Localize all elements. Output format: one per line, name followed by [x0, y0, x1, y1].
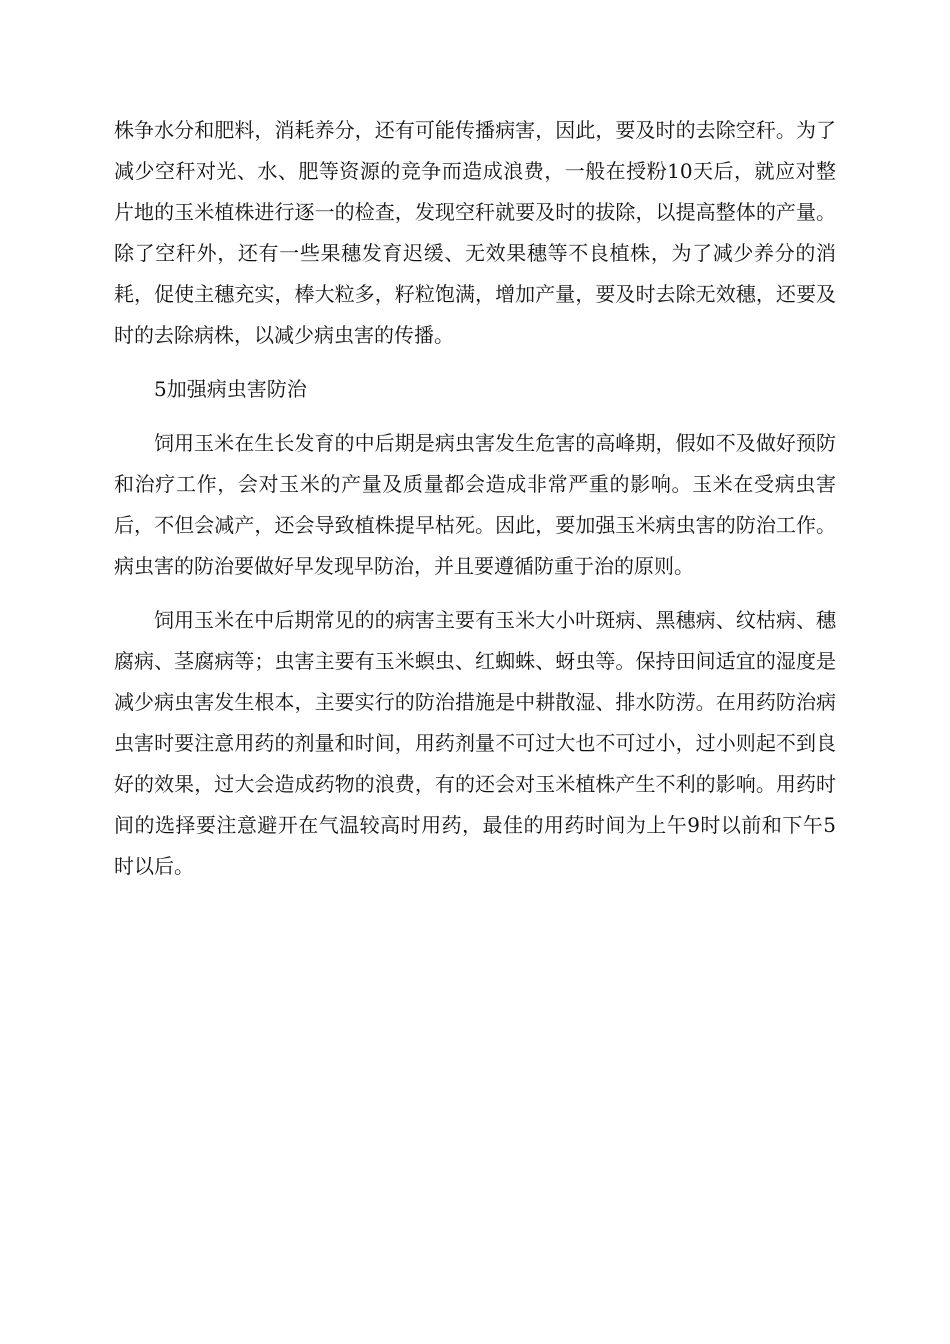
paragraph-continuation: 株争水分和肥料，消耗养分，还有可能传播病害，因此，要及时的去除空秆。为了减少空秆对光、水、肥等资源的竞争而造成浪费，一般在授粉10天后，就应对整片地的玉米植株进行逐一的检查，发现空秆就要及时的拔除，以提高整体的产量。除了空秆外，还有一些果穗发育迟缓、无效果穗等不良植株，为了减少养分的消耗，促使主穗充实，棒大粒多，籽粒饱满，增加产量，要及时去除无效穗，还要及时的去除病株，以减少病虫害的传播。: [114, 118, 836, 347]
paragraph-pest-details: 饲用玉米在中后期常见的的病害主要有玉米大小叶斑病、黑穗病、纹枯病、穗腐病、茎腐病等；虫害主要有玉米螟虫、红蜘蛛、蚜虫等。保持田间适宜的湿度是减少病虫害发生根本，主要实行的防治措施是中耕散湿、排水防涝。在用药防治病虫害时要注意用药的剂量和时间，用药剂量不可过大也不可过小，过小则起不到良好的效果，过大会造成药物的浪费，有的还会对玉米植株产生不利的影响。用药时间的选择要注意避开在气温较高时用药，最佳的用药时间为上午9时以前和下午5时以后。: [114, 608, 836, 878]
document-body: [114, 110, 836, 887]
paragraph-pest-intro: 饲用玉米在生长发育的中后期是病虫害发生危害的高峰期，假如不及做好预防和治疗工作，会对玉米的产量及质量都会造成非常严重的影响。玉米在受病虫害后，不但会减产，还会导致植株提早枯死。因此，要加强玉米病虫害的防治工作。病虫害的防治要做好早发现早防治，并且要遵循防重于治的原则。: [114, 431, 836, 578]
section-heading: 5加强病虫害防治: [154, 377, 307, 401]
